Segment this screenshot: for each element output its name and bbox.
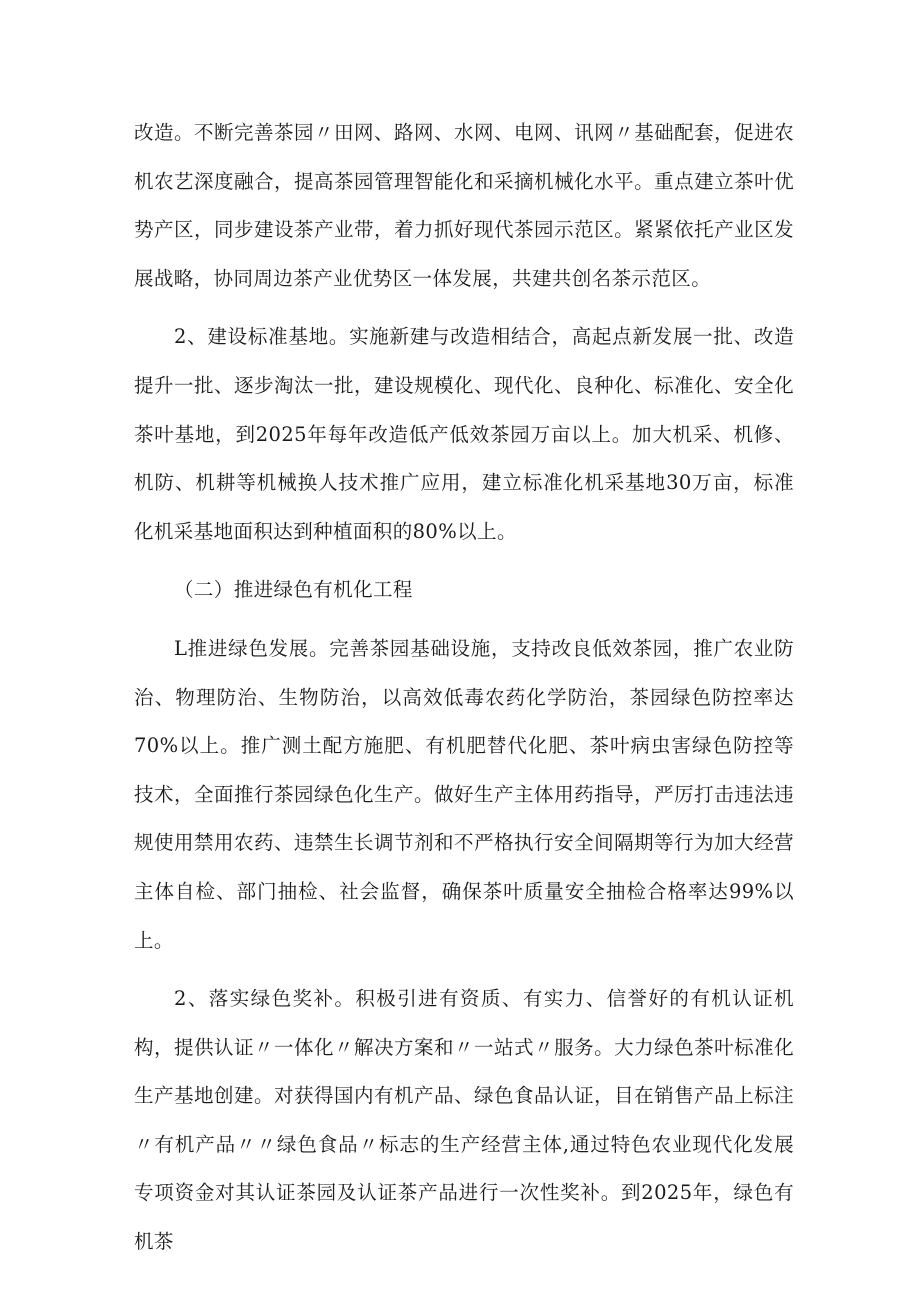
paragraph-green-subsidy: 2、落实绿色奖补。积极引进有资质、有实力、信誉好的有机认证机构，提供认证〃一体化〃解决方案和〃一站式〃服务。大力绿色茶叶标准化生产基地创建。对获得国内有机产品、绿色食品认证，目在销售产品上标注〃有机产品〃〃绿色食品〃标志的生产经营主体,通过特色农业现代化发展专项资金对其认证茶园及认证茶产品进行一次性奖补。到2025年，绿色有机茶 [134, 987, 794, 1254]
paragraph-standard-base: 2、建设标准基地。实施新建与改造相结合，高起点新发展一批、改造提升一批、逐步淘汰一批，建设规模化、现代化、良种化、标准化、安全化茶叶基地，到2025年每年改造低产低效茶园万亩以上。加大机采、机修、机防、机耕等机械换人技术推广应用，建立标准化机采基地30万亩，标准化机采基地面积达到种植面积的80%以上。 [134, 325, 794, 543]
section-heading-green-organic: （二）推进绿色有机化工程 [174, 578, 413, 602]
document-body [134, 109, 794, 1277]
paragraph-continuation: 改造。不断完善茶园〃田网、路网、水网、电网、讯网〃基础配套，促进农机农艺深度融合，提高茶园管理智能化和采摘机械化水平。重点建立茶叶优势产区，同步建设茶产业带，着力抓好现代茶园示范区。紧紧依托产业区发展战略，协同周边茶产业优势区一体发展，共建共创名茶示范区。 [134, 121, 794, 290]
paragraph-green-development: L推进绿色发展。完善茶园基础设施，支持改良低效茶园，推广农业防治、物理防治、生物防治，以高效低毒农药化学防治，茶园绿色防控率达70%以上。推广测土配方施肥、有机肥替代化肥、茶叶病虫害绿色防控等技术，全面推行茶园绿色化生产。做好生产主体用药指导，严厉打击违法违规使用禁用农药、违禁生长调节剂和不严格执行安全间隔期等行为加大经营主体自检、部门抽检、社会监督，确保茶叶质量安全抽检合格率达99%以上。 [134, 636, 794, 952]
